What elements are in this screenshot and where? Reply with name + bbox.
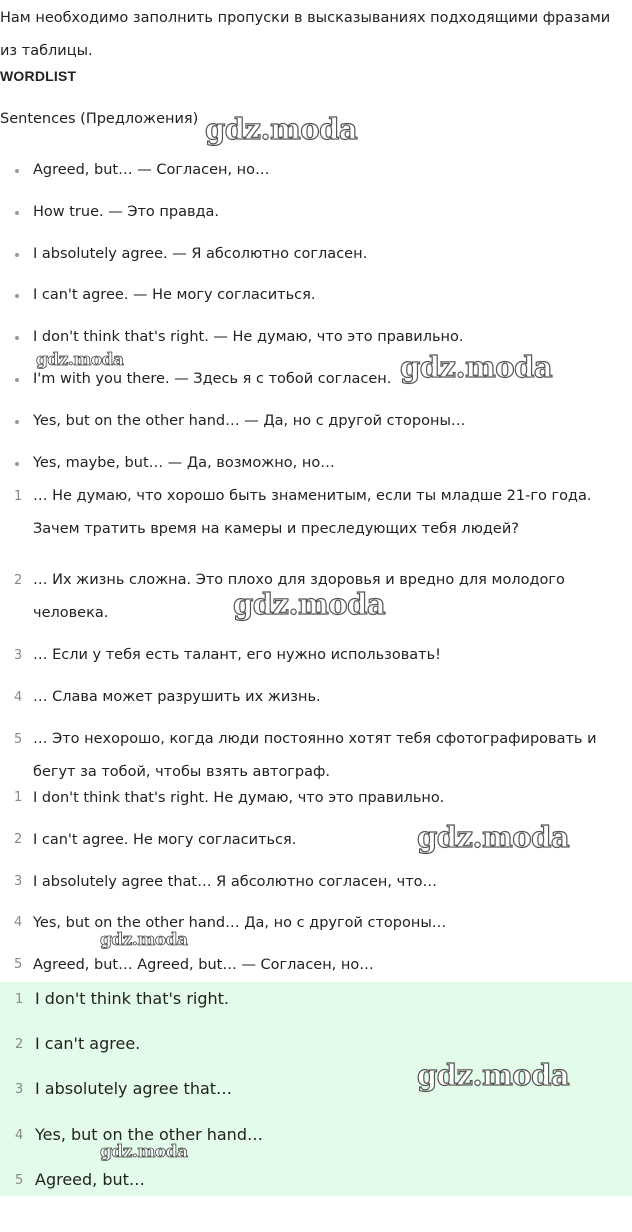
watermark: gdz.moda — [36, 350, 124, 370]
list-item: I'm with you there. — Здесь я с тобой согласен. — [0, 369, 465, 411]
item-text: … Их жизнь сложна. Это плохо для здоровья и вредно для молодого человека. — [33, 572, 565, 621]
item-number: 5 — [14, 732, 23, 747]
item-number: 5 — [14, 957, 23, 973]
list-item: How true. — Это правда. — [0, 202, 465, 244]
item-number: 3 — [15, 1082, 24, 1098]
watermark: gdz.moda — [417, 1058, 570, 1092]
sentences-subheading: Sentences (Предложения) — [0, 111, 199, 127]
watermark: gdz.moda — [205, 112, 358, 146]
item-text: Agreed, but… — [35, 1169, 145, 1189]
list-item — [0, 1079, 263, 1124]
item-text: I can't agree. — [35, 1034, 141, 1054]
item-number: 1 — [14, 489, 23, 504]
list-item — [0, 1034, 263, 1079]
list-item — [0, 872, 610, 914]
item-number: 4 — [14, 915, 23, 931]
item-text: I can't agree. Не могу согласиться. — [33, 831, 297, 848]
list-item — [0, 1170, 263, 1215]
watermark: gdz.moda — [233, 587, 386, 621]
list-item: Yes, but on the other hand… — Да, но с другой стороны… — [0, 411, 465, 453]
gap-sentences-list — [0, 480, 610, 789]
list-item — [0, 639, 610, 681]
list-item: I absolutely agree. — Я абсолютно согласен. — [0, 244, 465, 286]
intro-text: Нам необходимо заполнить пропуски в высказываниях подходящими фразами из таблицы. — [0, 10, 611, 59]
item-number: 3 — [14, 873, 23, 889]
item-number: 1 — [14, 790, 23, 805]
list-item: Agreed, but… — Согласен, но… — [0, 160, 465, 202]
item-text: Yes, but on the other hand… — [35, 1124, 263, 1144]
item-text: I don't think that's right. Не думаю, что это правильно. — [33, 790, 445, 806]
list-item: I don't think that's right. — Не думаю, что это правильно. — [0, 327, 465, 369]
list-item — [0, 723, 610, 789]
item-number: 5 — [15, 1172, 24, 1188]
answers-list — [0, 989, 263, 1215]
watermark: gdz.moda — [400, 350, 553, 384]
item-number: 3 — [14, 648, 23, 663]
item-number: 2 — [14, 831, 23, 847]
list-item — [0, 913, 610, 955]
item-text: Yes, but on the other hand… Да, но с другой стороны… — [33, 915, 447, 932]
item-number: 2 — [14, 573, 23, 588]
watermark: gdz.moda — [100, 1142, 188, 1162]
item-text: … Если у тебя есть талант, его нужно использовать! — [33, 647, 441, 663]
watermark: gdz.moda — [100, 930, 188, 950]
wordlist-heading: WORDLIST — [0, 68, 77, 84]
item-number: 1 — [15, 992, 24, 1007]
list-item — [0, 681, 610, 723]
list-item — [0, 989, 263, 1034]
item-text: … Не думаю, что хорошо быть знаменитым, если ты младше 21-го года. Зачем тратить время на камеры и преследующих тебя людей? — [33, 488, 592, 537]
item-number: 4 — [15, 1127, 24, 1143]
item-text: I don't think that's right. — [35, 989, 229, 1008]
list-item: Yes, maybe, but… — Да, возможно, но… — [0, 453, 465, 495]
item-number: 4 — [14, 690, 23, 705]
item-text: Agreed, but… Agreed, but… — Согласен, но… — [33, 957, 374, 974]
item-number: 2 — [15, 1037, 24, 1053]
item-text: I absolutely agree that… — [35, 1079, 233, 1099]
item-text: … Слава может разрушить их жизнь. — [33, 689, 321, 705]
list-item: I can't agree. — Не могу согласиться. — [0, 285, 465, 327]
list-item — [0, 480, 610, 564]
item-text: … Это нехорошо, когда люди постоянно хотят тебя сфотографировать и бегут за тобой, чтобы взять автограф. — [33, 731, 597, 780]
phrase-list — [0, 160, 465, 494]
item-text: I absolutely agree that… Я абсолютно согласен, что… — [33, 873, 438, 890]
watermark: gdz.moda — [417, 820, 570, 854]
